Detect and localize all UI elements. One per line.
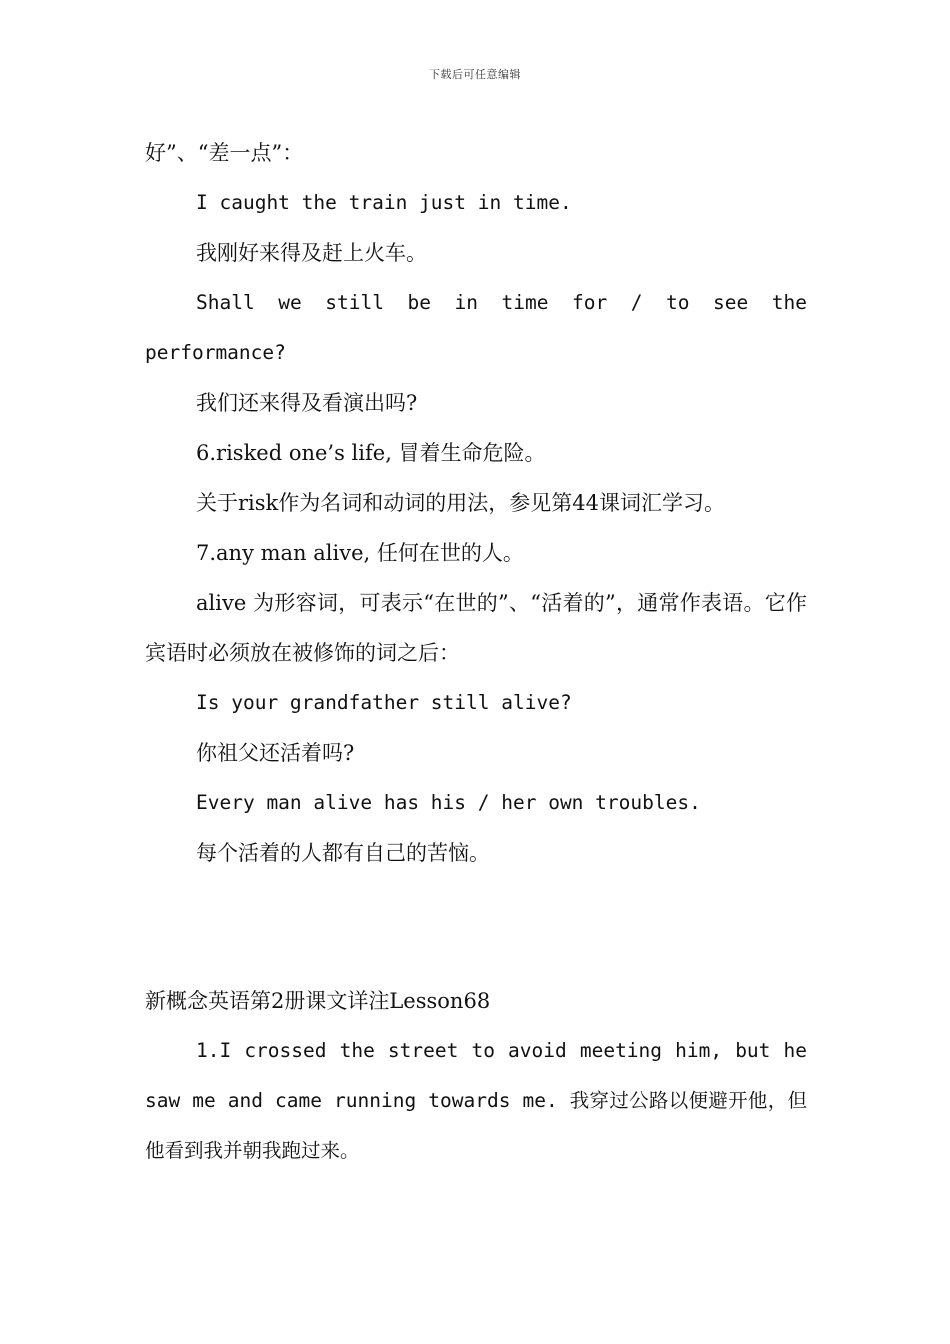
example-sentence-chinese: 每个活着的人都有自己的苦恼。 <box>196 841 490 865</box>
note-explanation: 关于risk作为名词和动词的用法，参见第44课词汇学习。 <box>196 491 725 515</box>
note-explanation: alive 为形容词，可表示“在世的”、“活着的”，通常作表语。它作宾语时必须放在被修饰的词之后： <box>145 591 807 665</box>
note-item-6: 6.risked one’s life, 冒着生命危险。 <box>196 441 546 465</box>
section-note-1: 1.I crossed the street to avoid meeting him, but he saw me and came running towards me. 我穿过公路以便避开他，但他看到我并朝我跑过来。 <box>145 1039 807 1162</box>
example-sentence-english: I caught the train just in time. <box>196 191 572 214</box>
example-sentence-english-continued: performance? <box>145 341 286 364</box>
section-gap <box>145 878 807 976</box>
example-sentence-chinese: 我刚好来得及赶上火车。 <box>196 241 427 265</box>
note-item-7: 7.any man alive, 任何在世的人。 <box>196 541 524 565</box>
section-title: 新概念英语第2册课文详注Lesson68 <box>145 989 491 1013</box>
example-sentence-english: Every man alive has his / her own troubles. <box>196 791 701 814</box>
example-sentence-english: Shall we still be in time for / to see the <box>196 291 807 314</box>
example-sentence-chinese: 我们还来得及看演出吗? <box>196 391 418 415</box>
example-sentence-english: Is your grandfather still alive? <box>196 691 572 714</box>
example-sentence-chinese: 你祖父还活着吗? <box>196 741 355 765</box>
page-header: 下载后可任意编辑 <box>429 68 521 81</box>
document-body <box>145 128 807 1176</box>
paragraph-continuation: 好”、“差一点”： <box>145 141 304 165</box>
